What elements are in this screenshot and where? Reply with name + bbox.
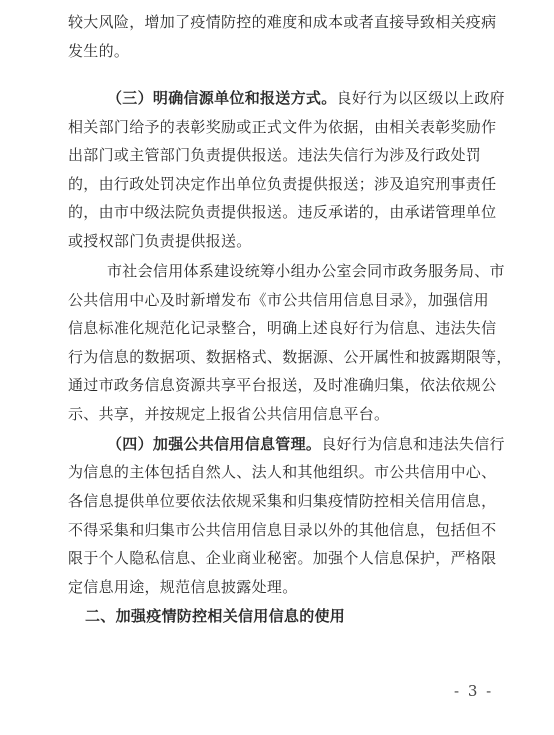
text-run: 良好行为信息和违法失信行 <box>321 435 505 453</box>
text-line <box>68 404 554 424</box>
text-run: 相关部门给予的表彰奖励或正式文件为依据，由相关表彰奖励作 <box>68 118 497 136</box>
text-line <box>68 174 554 194</box>
section-heading <box>85 606 554 626</box>
text-line <box>68 145 554 165</box>
text-run: 为信息的主体包括自然人、法人和其他组织。市公共信用中心、 <box>68 463 497 481</box>
text-line <box>68 290 554 310</box>
text-run: 的，由行政处罚决定作出单位负责提供报送；涉及追究刑事责任 <box>68 175 497 193</box>
bold-run: （三）明确信源单位和报送方式。 <box>107 89 337 107</box>
text-line <box>68 548 554 568</box>
text-line <box>107 434 554 454</box>
text-run: 行为信息的数据项、数据格式、数据源、公开属性和披露期限等， <box>68 348 512 366</box>
text-run: 各信息提供单位要依法依规采集和归集疫情防控相关信用信息， <box>68 492 497 510</box>
text-line <box>68 117 554 137</box>
text-run: 公共信用中心及时新增发布《市公共信用信息目录》，加强信用 <box>68 291 489 309</box>
page-number: - 3 - <box>454 682 494 700</box>
text-run: 发生的。 <box>68 42 130 60</box>
text-line <box>68 12 554 32</box>
text-run: 出部门或主管部门负责提供报送。违法失信行为涉及行政处罚 <box>68 146 482 164</box>
text-run: 良好行为以区级以上政府 <box>336 89 505 107</box>
text-line <box>68 231 554 251</box>
text-line <box>68 318 554 338</box>
text-run: 市社会信用体系建设统筹小组办公室会同市政务服务局、市 <box>107 262 505 280</box>
text-line <box>68 41 554 61</box>
text-run: 信息标准化规范化记录整合，明确上述良好行为信息、违法失信 <box>68 319 497 337</box>
text-run: 或授权部门负责提供报送。 <box>68 232 252 250</box>
text-line <box>68 520 554 540</box>
text-run: 示、共享，并按规定上报省公共信用信息平台。 <box>68 405 390 423</box>
text-run: 较大风险，增加了疫情防控的难度和成本或者直接导致相关疫病 <box>68 13 497 31</box>
text-line <box>68 491 554 511</box>
text-line <box>107 88 554 108</box>
text-run: 限于个人隐私信息、企业商业秘密。加强个人信息保护，严格限 <box>68 549 497 567</box>
text-run: 不得采集和归集市公共信用信息目录以外的其他信息，包括但不 <box>68 521 497 539</box>
text-run: 定信息用途，规范信息披露处理。 <box>68 578 298 596</box>
text-line <box>68 577 554 597</box>
text-line <box>68 462 554 482</box>
bold-run: （四）加强公共信用信息管理。 <box>107 435 322 453</box>
text-run: 的，由市中级法院负责提供报送。违反承诺的，由承诺管理单位 <box>68 203 497 221</box>
text-run: 通过市政务信息资源共享平台报送，及时准确归集，依法依规公 <box>68 376 497 394</box>
bold-run: 二、加强疫情防控相关信用信息的使用 <box>85 607 346 625</box>
text-line <box>68 347 554 367</box>
text-line <box>107 261 554 281</box>
text-line <box>68 202 554 222</box>
text-line <box>68 375 554 395</box>
